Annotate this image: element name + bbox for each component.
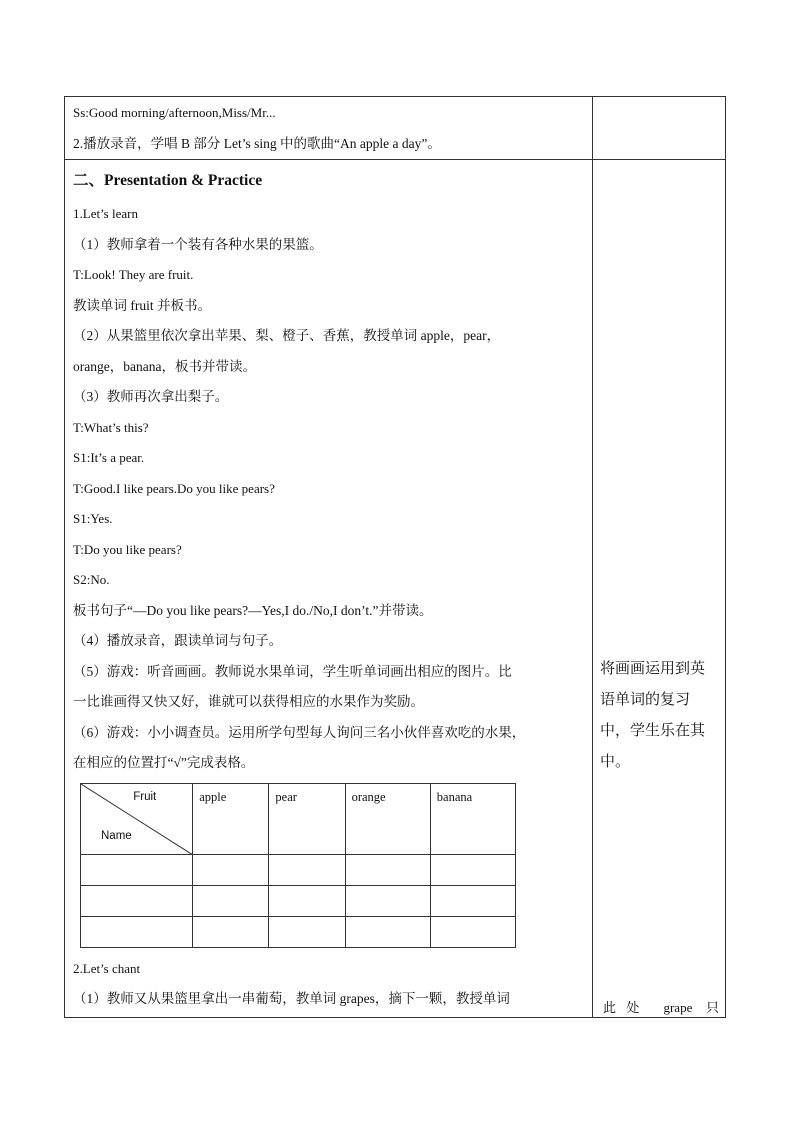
survey-cell [430,916,515,947]
survey-row [81,916,516,947]
text-line: orange，banana，板书并带读。 [73,358,256,374]
survey-header-row [81,783,516,854]
text-line: （5）游戏：听音画画。教师说水果单词，学生听单词画出相应的图片。比 [73,663,512,679]
survey-cell [345,916,430,947]
text-line: S2:No. [73,572,110,587]
survey-table [80,783,516,948]
text-line: T:Do you like pears? [73,541,182,557]
survey-cell [193,854,269,885]
text-line: T:Look! They are fruit. [73,267,194,282]
lesson-plan-table [64,96,726,1018]
lesson-row-presentation [65,160,726,1018]
text-line: S1:It’s a pear. [73,450,145,465]
text-line: T:What’s this? [73,419,149,435]
text-line: 教读单词 fruit 并板书。 [73,297,211,313]
corner-label-name: Name [101,829,132,842]
column-header: banana [430,783,515,854]
teaching-note: 将画画运用到英语单词的复习中，学生乐在其中。 [600,661,706,770]
text-line: （6）游戏：小小调查员。运用所学句型每人询问三名小伙伴喜欢吃的水果， [73,724,526,740]
corner-label-fruit: Fruit [133,790,157,803]
corner-header-cell [81,783,193,854]
text-line: 1.Let’s learn [73,206,138,221]
section-heading: 二、Presentation & Practice [73,172,263,189]
activity-cell [65,160,593,1018]
text-line: 2.Let’s chant [73,960,141,976]
survey-cell [269,854,345,885]
text-line: Ss:Good morning/afternoon,Miss/Mr... [73,105,276,120]
note-cell [593,97,726,160]
survey-cell [193,916,269,947]
text-line: 在相应的位置打“√”完成表格。 [73,755,255,770]
text-line: 2.播放录音，学唱 B 部分 Let’s sing 中的歌曲“An apple a day”。 [73,135,441,151]
text-line: （4）播放录音，跟读单词与句子。 [73,633,283,648]
survey-row [81,854,516,885]
column-header: apple [193,783,269,854]
text-line: T:Good.I like pears.Do you like pears? [73,480,275,496]
survey-cell [269,885,345,916]
survey-cell [430,885,515,916]
text-line: （3）教师再次拿出梨子。 [73,389,229,404]
survey-cell [81,916,193,947]
text-line: S1:Yes. [73,511,113,526]
survey-cell [193,885,269,916]
note-cell [593,160,726,1018]
survey-cell [269,916,345,947]
text-line: 板书句子“—Do you like pears?—Yes,I do./No,I don’t.”并带读。 [73,602,433,618]
survey-cell [345,854,430,885]
lesson-row-greeting [65,97,726,160]
activity-cell [65,97,593,160]
survey-row [81,885,516,916]
survey-cell [430,854,515,885]
text-line: （2）从果篮里依次拿出苹果、梨、橙子、香蕉，教授单词 apple，pear， [73,328,501,343]
text-line: （1）教师又从果篮里拿出一串葡萄，教单词 grapes，摘下一颗，教授单词 [73,991,510,1006]
column-header: orange [345,783,430,854]
column-header: pear [269,783,345,854]
survey-cell [345,885,430,916]
text-line: 一比谁画得又快又好，谁就可以获得相应的水果作为奖励。 [73,694,424,709]
survey-cell [81,854,193,885]
text-line: （1）教师拿着一个装有各种水果的果篮。 [73,236,323,252]
survey-cell [81,885,193,916]
teaching-note: 此处 grape 只 [603,1000,719,1015]
